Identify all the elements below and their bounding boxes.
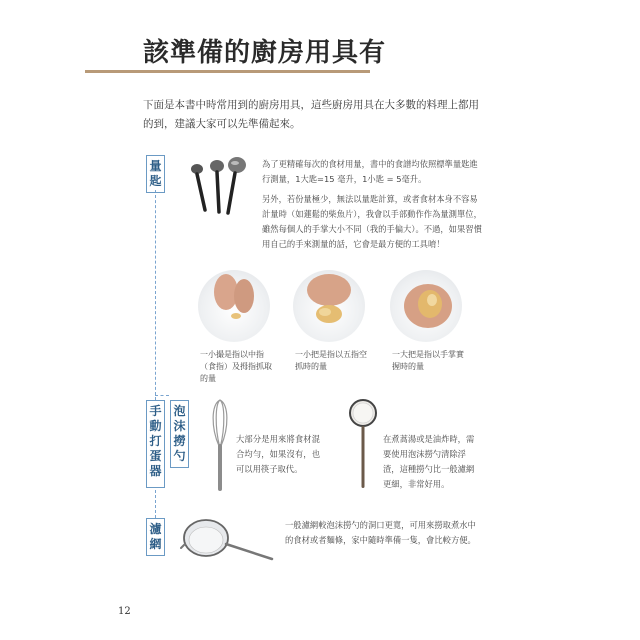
intro-paragraph: 下面是本書中時常用到的廚房用具，這些廚房用具在大多數的料理上都用的到，建議大家可以先準備起來。 — [143, 99, 479, 130]
page-number: 12 — [118, 606, 131, 617]
caption-small-handful: 一小把是指以五指空抓時的量 — [295, 350, 367, 371]
timeline-branch — [155, 395, 169, 396]
photo-large-handful — [390, 270, 462, 342]
photo-small-handful — [293, 270, 365, 342]
skimmer-text: 在煮蒿湯或是油炸時，需要使用泡沫撈勺清除浮渣，這種撈勺比一般濾網更細，非常好用。 — [383, 434, 475, 489]
section-label-skimmer: 泡 沫 撈 勺 — [170, 400, 189, 468]
measuring-spoons-icon — [185, 155, 255, 217]
caption-pinch: 一小撮是指以中指（食指）及拇指抓取的量 — [200, 350, 272, 383]
measuring-text-2: 另外，若份量極少，無法以量匙計算，或者食材本身不容易計量時（如蓮鬆的柴魚片），我會以手部動作作為量測單位，雖然每個人的手掌大小不同（我的手偏大）。不過，如果習慣用自己的手來測量的話，它會是最方便的工具唷！ — [262, 194, 482, 249]
strainer-text: 一般濾網較泡沫撈勺的洞口更寬，可用來撈取煮水中的食材或者麵條，家中隨時準備一隻，會比較方便。 — [285, 520, 476, 545]
section-label-measuring: 量 匙 — [146, 155, 165, 193]
strainer-icon — [180, 516, 275, 564]
timeline-line — [155, 490, 156, 518]
timeline-line — [155, 190, 156, 400]
measuring-text-1: 為了更精確每次的食材用量，書中的食譜均依照標準量匙進行測量，1大匙=15 毫升，1小匙 = 5毫升。 — [262, 159, 478, 184]
page-title: 該準備的廚房用具有 — [143, 38, 387, 68]
whisk-text: 大部分是用來將食材混合均勻，如果沒有，也可以用筷子取代。 — [236, 434, 320, 474]
whisk-icon — [210, 398, 230, 493]
section-label-strainer: 濾 網 — [146, 518, 165, 556]
skimmer-icon — [345, 398, 381, 490]
title-underline — [85, 70, 370, 73]
photo-pinch — [198, 270, 270, 342]
caption-large-handful: 一大把是指以手掌實握時的量 — [392, 350, 464, 371]
section-label-whisk: 手 動 打 蛋 器 — [146, 400, 165, 488]
